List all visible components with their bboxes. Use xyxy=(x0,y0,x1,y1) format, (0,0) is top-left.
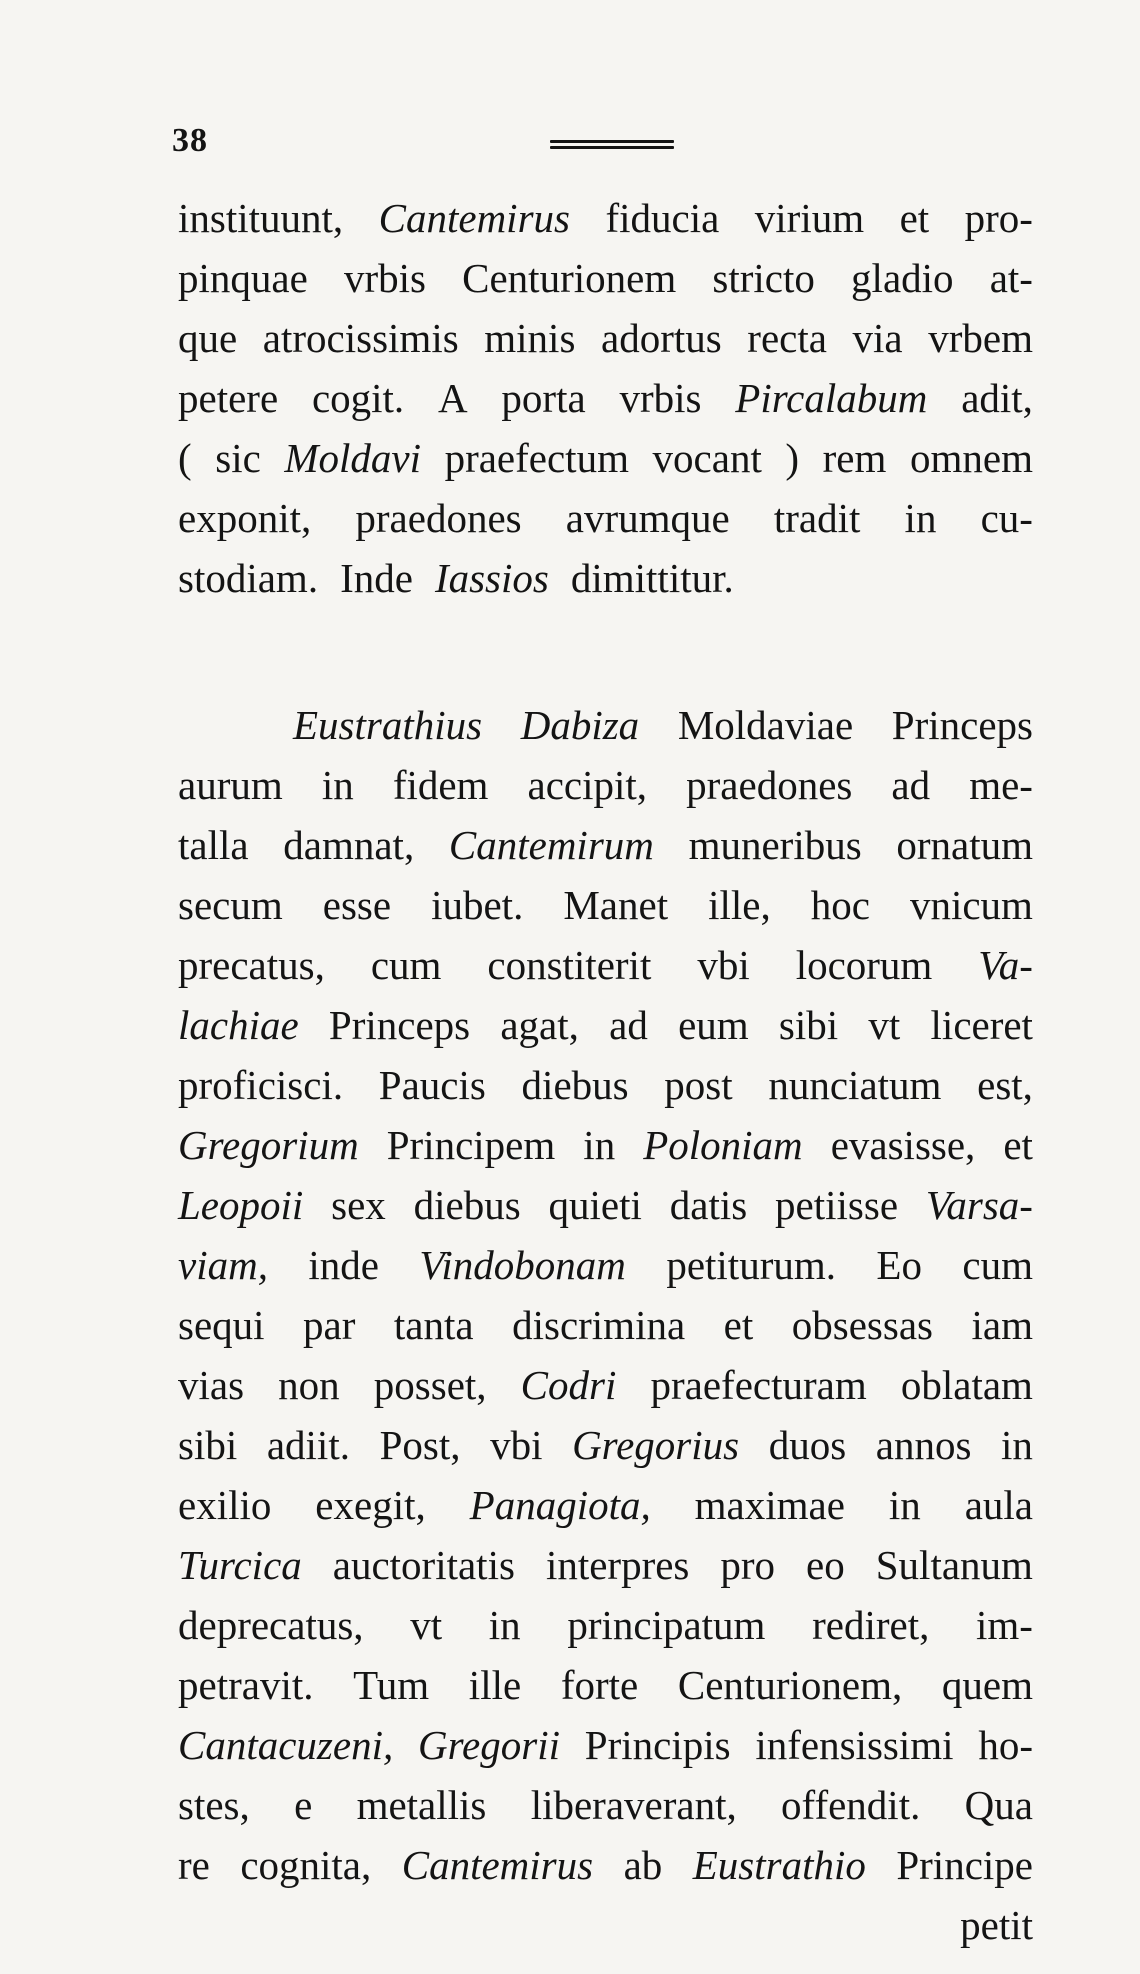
word: Principe xyxy=(896,1842,1033,1888)
word: petiisse xyxy=(775,1182,899,1228)
word: praefecturam xyxy=(650,1362,867,1408)
word: Cantemirus xyxy=(378,195,570,241)
word: discrimina xyxy=(512,1302,686,1348)
word: offendit. xyxy=(781,1782,921,1828)
word: liceret xyxy=(930,1002,1033,1048)
word: vbi xyxy=(490,1422,543,1468)
word: ho- xyxy=(978,1722,1033,1768)
word: me- xyxy=(969,762,1033,808)
word: principatum xyxy=(567,1602,766,1648)
word: vrbis xyxy=(619,375,702,421)
word: talla xyxy=(178,822,249,868)
word: Princeps xyxy=(891,702,1033,748)
word: cogit. xyxy=(311,375,405,421)
word: et xyxy=(899,195,930,241)
word: Princeps xyxy=(328,1002,471,1048)
word: metallis xyxy=(356,1782,487,1828)
word: Principem xyxy=(386,1122,556,1168)
word: cu- xyxy=(980,495,1033,541)
text-line xyxy=(178,1835,1033,1895)
word: Eustrathius xyxy=(293,702,483,748)
word: Inde xyxy=(340,555,413,601)
word: datis xyxy=(669,1182,748,1228)
word: ( xyxy=(178,435,192,481)
word: maximae xyxy=(694,1482,845,1528)
word: adit, xyxy=(961,375,1033,421)
word: vnicum xyxy=(909,882,1033,928)
word: et xyxy=(1003,1122,1033,1168)
word: Moldaviae xyxy=(677,702,854,748)
word: sibi xyxy=(778,1002,839,1048)
word: annos xyxy=(875,1422,972,1468)
word: via xyxy=(852,315,903,361)
word: in xyxy=(1001,1422,1033,1468)
word: Eo xyxy=(876,1242,922,1288)
word: cognita, xyxy=(240,1842,372,1888)
word: Poloniam xyxy=(643,1122,803,1168)
word: duos xyxy=(768,1422,847,1468)
word: evasisse, xyxy=(830,1122,976,1168)
word: Sultanum xyxy=(875,1542,1033,1588)
word: aula xyxy=(964,1482,1033,1528)
word: instituunt, xyxy=(178,195,344,241)
word: secum xyxy=(178,882,283,928)
word: diebus xyxy=(413,1182,521,1228)
word: ornatum xyxy=(896,822,1033,868)
word: oblatam xyxy=(900,1362,1033,1408)
word: que xyxy=(178,315,238,361)
word: Panagiota, xyxy=(469,1482,651,1528)
text-line xyxy=(178,188,1033,248)
text-line xyxy=(178,935,1033,995)
word: auctoritatis xyxy=(332,1542,515,1588)
text-line xyxy=(178,995,1033,1055)
word: Centurionem xyxy=(462,255,677,301)
word: ) xyxy=(785,435,800,481)
word: vt xyxy=(410,1602,443,1648)
word: agat, xyxy=(500,1002,579,1048)
word: diebus xyxy=(521,1062,629,1108)
word: liberaverant, xyxy=(530,1782,737,1828)
word: Qua xyxy=(964,1782,1033,1828)
word: in xyxy=(583,1122,616,1168)
text-line xyxy=(178,1655,1033,1715)
word: Centurionem, xyxy=(677,1662,903,1708)
header-rule xyxy=(550,140,674,154)
word: minis xyxy=(484,315,576,361)
word: infensissimi xyxy=(755,1722,954,1768)
word: Moldavi xyxy=(284,435,421,481)
text-line xyxy=(178,548,1033,608)
word: quieti xyxy=(548,1182,642,1228)
word: constiterit xyxy=(487,942,652,988)
word: sex xyxy=(331,1182,386,1228)
word: stodiam. xyxy=(178,555,319,601)
word: in xyxy=(321,762,354,808)
word: Post, xyxy=(379,1422,461,1468)
word: A xyxy=(438,375,468,421)
word: Leopoii xyxy=(178,1182,304,1228)
word: exegit, xyxy=(315,1482,426,1528)
word: exponit, xyxy=(178,495,312,541)
text-line xyxy=(178,1295,1033,1355)
word: hoc xyxy=(810,882,870,928)
word: Gregorium xyxy=(178,1122,359,1168)
word: vt xyxy=(868,1002,901,1048)
word: rem xyxy=(822,435,887,481)
word: muneribus xyxy=(688,822,862,868)
text-line xyxy=(178,1235,1033,1295)
word: tradit xyxy=(773,495,861,541)
word: cum xyxy=(370,942,442,988)
word: Codri xyxy=(520,1362,617,1408)
word: in xyxy=(888,1482,921,1528)
word: Cantemirus xyxy=(401,1842,594,1888)
text-line xyxy=(178,1115,1033,1175)
word: Manet xyxy=(563,882,669,928)
word: forte xyxy=(560,1662,639,1708)
word: stricto xyxy=(712,255,815,301)
word: ille xyxy=(468,1662,522,1708)
word: petere xyxy=(178,375,279,421)
word: Gregorius xyxy=(572,1422,740,1468)
word: sic xyxy=(215,435,261,481)
text-line xyxy=(178,488,1033,548)
word: Paucis xyxy=(378,1062,486,1108)
word: Principis xyxy=(584,1722,731,1768)
word: virium xyxy=(754,195,865,241)
word: porta xyxy=(501,375,586,421)
word: post xyxy=(664,1062,733,1108)
word: adortus xyxy=(601,315,722,361)
text-line xyxy=(178,308,1033,368)
text-line xyxy=(178,1175,1033,1235)
word: iubet. xyxy=(431,882,524,928)
word: Gregorii xyxy=(418,1722,560,1768)
word: vbi xyxy=(697,942,750,988)
word: avrumque xyxy=(565,495,730,541)
word: ab xyxy=(623,1842,663,1888)
word: nunciatum xyxy=(768,1062,942,1108)
word: aurum xyxy=(178,762,283,808)
word: deprecatus, xyxy=(178,1602,364,1648)
word: pinquae xyxy=(178,255,308,301)
word: sibi xyxy=(178,1422,238,1468)
word: vias xyxy=(178,1362,245,1408)
text-line xyxy=(178,1715,1033,1775)
word: fidem xyxy=(392,762,489,808)
page-number: 38 xyxy=(172,122,208,159)
word: cum xyxy=(962,1242,1033,1288)
word: est, xyxy=(977,1062,1033,1108)
text-line xyxy=(178,1475,1033,1535)
word: Pircalabum xyxy=(735,375,928,421)
word: gladio xyxy=(851,255,954,301)
word: esse xyxy=(322,882,392,928)
word: at- xyxy=(989,255,1033,301)
word: in xyxy=(488,1602,521,1648)
text-line xyxy=(178,368,1033,428)
word: atrocissimis xyxy=(262,315,459,361)
word: Cantemirum xyxy=(448,822,654,868)
word: lachiae xyxy=(178,1002,299,1048)
word: par xyxy=(303,1302,356,1348)
word: e xyxy=(294,1782,313,1828)
word: non xyxy=(278,1362,340,1408)
word: Va- xyxy=(978,942,1033,988)
word: posset, xyxy=(373,1362,487,1408)
word: Tum xyxy=(353,1662,430,1708)
text-line xyxy=(178,428,1033,488)
word: eo xyxy=(806,1542,845,1588)
text-line xyxy=(178,875,1033,935)
text-line xyxy=(178,1535,1033,1595)
word: ad xyxy=(609,1002,648,1048)
word: praedones xyxy=(686,762,853,808)
word: im- xyxy=(976,1602,1033,1648)
word: precatus, xyxy=(178,942,325,988)
word: interpres xyxy=(545,1542,690,1588)
word: vrbis xyxy=(343,255,426,301)
word: inde xyxy=(308,1242,379,1288)
text-line xyxy=(178,1355,1033,1415)
word: Dabiza xyxy=(520,702,640,748)
word: omnem xyxy=(909,435,1033,481)
word: obsessas xyxy=(791,1302,933,1348)
word: rediret, xyxy=(812,1602,930,1648)
word: petiturum. xyxy=(666,1242,836,1288)
word: et xyxy=(723,1302,754,1348)
word: sequi xyxy=(178,1302,265,1348)
word: re xyxy=(178,1842,210,1888)
word: fiducia xyxy=(605,195,720,241)
word: eum xyxy=(678,1002,749,1048)
word: quem xyxy=(941,1662,1033,1708)
word: Iassios xyxy=(434,555,549,601)
word: adiit. xyxy=(266,1422,350,1468)
text-line xyxy=(178,248,1033,308)
text-line xyxy=(178,1055,1033,1115)
text-line xyxy=(178,695,1033,755)
word: Turcica xyxy=(178,1542,302,1588)
word: pro xyxy=(720,1542,776,1588)
word: ille, xyxy=(708,882,771,928)
word: damnat, xyxy=(283,822,415,868)
text-line xyxy=(178,1595,1033,1655)
word: praefectum xyxy=(444,435,629,481)
catchword: petit xyxy=(960,1902,1033,1948)
word: Eustrathio xyxy=(692,1842,866,1888)
word: vrbem xyxy=(928,315,1033,361)
word: in xyxy=(904,495,937,541)
text-line xyxy=(178,1415,1033,1475)
word: petravit. xyxy=(178,1662,314,1708)
word: proficisci. xyxy=(178,1062,344,1108)
text-line xyxy=(178,815,1033,875)
word: accipit, xyxy=(527,762,648,808)
word: stes, xyxy=(178,1782,250,1828)
word: locorum xyxy=(795,942,933,988)
word: Varsa- xyxy=(925,1182,1033,1228)
word: dimittitur. xyxy=(570,555,734,601)
text-line xyxy=(178,755,1033,815)
text-line xyxy=(178,1775,1033,1835)
word: iam xyxy=(971,1302,1033,1348)
body-text xyxy=(178,188,1033,1955)
word: exilio xyxy=(178,1482,272,1528)
word: viam, xyxy=(178,1242,268,1288)
word: pro- xyxy=(964,195,1033,241)
word: Cantacuzeni, xyxy=(178,1722,394,1768)
word: Vindobonam xyxy=(419,1242,626,1288)
word: recta xyxy=(747,315,827,361)
word: ad xyxy=(891,762,931,808)
word: tanta xyxy=(393,1302,474,1348)
word: vocant xyxy=(652,435,762,481)
word: praedones xyxy=(355,495,522,541)
